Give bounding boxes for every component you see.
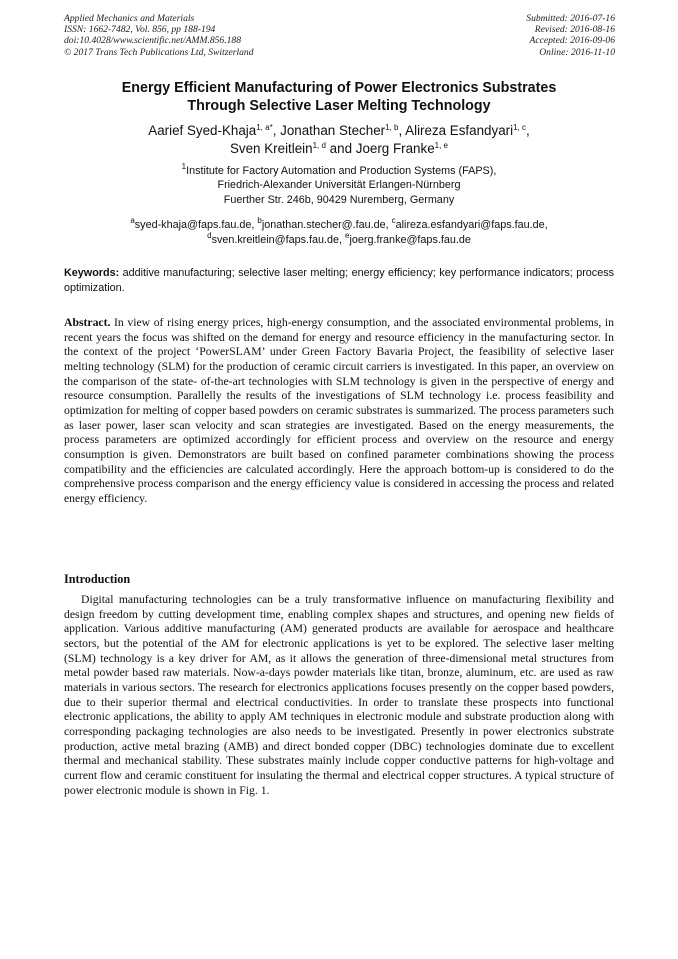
email-link[interactable]: joerg.franke@faps.fau.de [349, 233, 471, 246]
title-line-2: Through Selective Laser Melting Technology [187, 98, 491, 114]
paper-title [64, 79, 614, 115]
author-name: Alireza Esfandyari [405, 123, 514, 138]
author-line-2 [64, 140, 614, 158]
email-sup: e [345, 230, 350, 240]
email-sup: b [257, 216, 262, 225]
author-name: Aarief Syed-Khaja [148, 123, 257, 138]
author-sep: and [325, 141, 356, 156]
author-sup: 1, a* [256, 123, 273, 132]
keywords-label: Keywords: [64, 267, 120, 279]
author-sup: 1, e [434, 141, 448, 150]
email-link[interactable]: sven.kreitlein@faps.fau.de, [211, 233, 345, 246]
email-line-2 [64, 230, 614, 248]
author-sep: , [398, 123, 406, 138]
journal-name: Applied Mechanics and Materials [64, 13, 195, 24]
date-accepted: Accepted: 2016-09-06 [529, 35, 615, 47]
introduction-heading: Introduction [64, 572, 131, 586]
email-sup: d [207, 230, 212, 240]
date-revised: Revised: 2016-08-16 [534, 24, 615, 36]
author-sup: 1, c [513, 123, 526, 132]
email-sup: a [130, 216, 135, 225]
author-sup: 1, d [312, 141, 326, 150]
journal-doi[interactable]: doi:10.4028/www.scientific.net/AMM.856.188 [64, 35, 242, 47]
email-link[interactable]: alireza.esfandyari@faps.fau.de, [395, 219, 548, 231]
title-line-1: Energy Efficient Manufacturing of Power Electronics Substrates [121, 80, 557, 96]
affiliation [64, 164, 614, 207]
author-name: Jonathan Stecher [280, 123, 386, 138]
author-list [64, 122, 614, 158]
author-emails [64, 218, 614, 247]
journal-copyright: © 2017 Trans Tech Publications Ltd, Switzerland [64, 46, 254, 58]
keywords-text: additive manufacturing; selective laser melting; energy efficiency; key performance indicators; process optimization. [64, 267, 614, 294]
abstract-label: Abstract. [64, 316, 111, 329]
affiliation-line-1 [64, 164, 614, 178]
author-name: Joerg Franke [355, 141, 435, 156]
author-sep: , [272, 123, 281, 138]
journal-info [64, 13, 254, 58]
author-line-1 [64, 122, 614, 140]
date-submitted: Submitted: 2016-07-16 [526, 13, 615, 24]
author-name: Sven Kreitlein [229, 141, 313, 156]
affiliation-line-3: Fuerther Str. 246b, 90429 Nuremberg, Germany [223, 193, 455, 206]
journal-issn: ISSN: 1662-7482, Vol. 856, pp 188-194 [64, 24, 216, 36]
author-sep: , [525, 123, 530, 138]
affiliation-sup: 1 [181, 162, 187, 171]
introduction-paragraph: Digital manufacturing technologies can be a truly transformative influence on manufacturing flexibility and design freedom by cutting development time, enabling complex shapes and structures, and opening new fields of application. Various additive manufacturing (AM) generated products are available for aerospace and healthcare sectors, but the potential of the AM for electronic applications is yet to be explored. The selective laser melting (SLM) technology is a key driver for AM, as it allows the generation of three-dimensional metal structures from metal powder based raw materials. Now-a-days powder materials like titan, bronze, aluminum, etc. are used as raw materials in various sectors. The research for electronics applications focuses presently on the copper based powders, due to their superior thermal and electrical conductivities. In order to translate these prospects into functional electronic applications, the ability to apply AM techniques in electronic module and substrate production along with corresponding packaging technologies are also needs to be investigated. Presently in power electronics substrate production, active metal brazing (AMB) and direct bonded copper (DBC) technologies dominate due to excellent thermal and mechanical stability. These substrates mainly include copper conductive patterns for high-voltage and current flow and ceramic constituent for insulating the thermal and electrical copper structures. A typical structure of power electronic module is shown in Fig. 1. [64, 593, 614, 797]
affiliation-line-2: Friedrich-Alexander Universität Erlangen-Nürnberg [217, 179, 461, 192]
author-sup: 1, b [385, 123, 399, 132]
email-link[interactable]: syed-khaja@faps.fau.de, [134, 219, 258, 231]
email-link[interactable]: jonathan.stecher@.fau.de, [261, 219, 392, 231]
keywords-section [64, 266, 614, 295]
abstract-section [64, 316, 614, 507]
email-line-1 [64, 218, 614, 233]
abstract-text: In view of rising energy prices, high-energy consumption, and the associated environmental problems, in recent years the focus was shifted on the demand for energy and resource efficiency in the manufacturing sector. In the context of the project ‘PowerSLAM’ under Green Factory Bavaria Project, the feasibility of selective laser melting technology (SLM) for the production of ceramic circuit carriers is investigated. In this paper, an overview on the comparison of the state- of-the-art technologies with SLM technology is given in the perspective of energy and resource consumption. Parallelly the results of the investigations of SLM technology i.e. process feasibility and optimization for melting of copper based powders on ceramic substrates is summarized. The process parameters such as laser power, laser scan velocity and scan strategies are investigated. Based on the energy measurements, the process parameters are optimized accordingly for efficient process and overview on the resource and energy consumption is given. Demonstrators are built based on confined parameter combinations showing the process compatibility and the efficiencies are calculated accordingly. Here the approach bottom-up is considered to do the comprehensive process comparison and the energy efficiency value is considered in accessing the process and related energy efficiency. [64, 316, 614, 505]
date-online: Online: 2016-11-10 [539, 46, 615, 58]
email-sup: c [391, 216, 396, 225]
publication-dates [526, 13, 615, 58]
affiliation-text: Institute for Factory Automation and Production Systems (FAPS), [186, 165, 497, 177]
